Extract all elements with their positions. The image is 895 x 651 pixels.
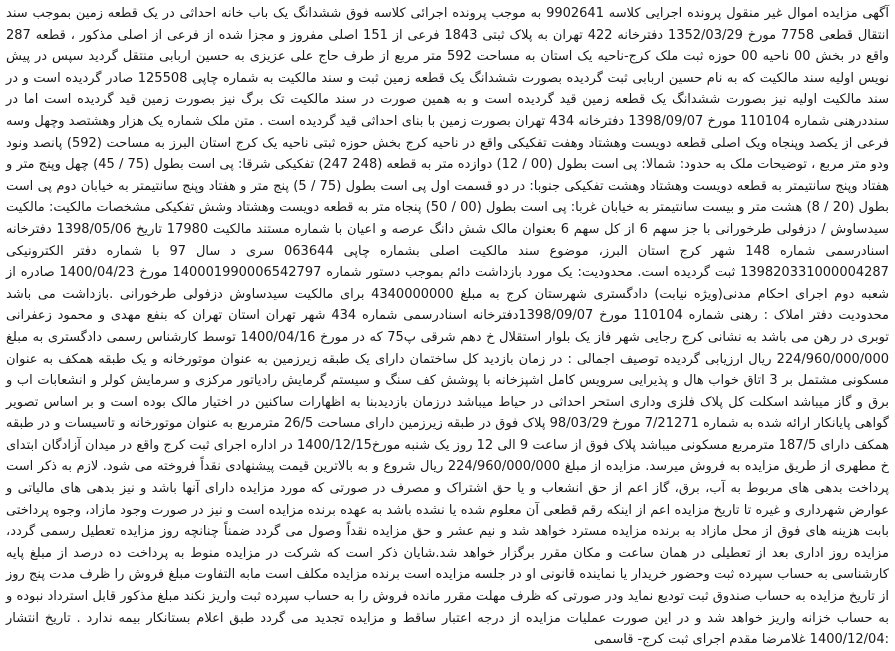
notice-title: آگهی مزایده اموال غیر منقول پرونده اجرایی کلاسه 9902641 (546, 6, 889, 21)
signature: غلامرضا مقدم اجرای ثبت کرج- قاسمی (593, 632, 806, 648)
notice-paragraph (6, 3, 889, 651)
publish-date: تاریخ انتشار :1400/12/04 (6, 610, 889, 648)
notice-body: به موجب پرونده اجرائی کلاسه فوق ششدانگ یک باب خانه احداثی در یک قطعه زمین بموجب سند انتقال قطعی 7758 مورخ 1352/03/29 دفترخانه 422 تهران به پلاک ثبتی 1843 فرعی از 151 اصلی مفروز و مجزا شده از فرعی از اصلی مذکور ، قطعه 287 واقع در بخش 00 ناحیه 00 حوزه ثبت ملک کرج-ناحیه یک استان به مساحت 592 متر مربع از طرف حاج علی عزیزی به حسین اربابی منتقل گردید سپس در پیش نویس اولیه سند مالکیت که به نام حسین اربابی ثبت گردیده بصورت ششدانگ یک قطعه زمین ثبت و سند مالکیت به شماره چاپی 125508 صادر گردیده است و در سند مالکیت اولیه نیز بصورت ششدانگ یک قطعه زمین قید گردیده است و به همین صورت در سند مالکیت تک برگ نیز بصورت زمین قید گردیده است اما در سنددرهنی شماره 110104 مورخ 1398/09/07 دفترخانه 434 تهران بصورت زمین با بنای احداثی قید گردیده است . متن ملک شماره یک هزار وهشتصد وچهل وسه فرعی از یکصد وپنجاه ویک اصلی قطعه دویست وهشتاد وهفت تفکیکی واقع در ناحیه کرج بخش حوزه ثبتی ناحیه یک کرج استان البرز به مساحت (592) پانصد ونود ودو متر مربع ، توضیحات ملک به حدود: شمالا: پی است بطول (00 / 12) دوازده متر به قطعه (248 247) تفکیکی شرقا: پی است بطول (75 / 45) چهل وپنج متر و هفتاد وپنج سانتیمتر به قطعه دویست وهشتاد وهشت تفکیکی جنوبا: در دو قسمت اول پی است بطول (75 / 5) پنج متر و هفتاد وپنج سانتیمتر به خیابان دوم پی است بطول (20 / 8) هشت متر و بیست سانتیمتر به خیابان غربا: پی است بطول (00 / 50) پنجاه متر به قطعه دویست وهشتاد وشش تفکیکی مشخصات مالکیت: مالکیت سیدساوش / دزفولی طرخورانی با جز سهم 6 از کل سهم 6 بعنوان مالک شش دانگ عرصه و اعیان با شماره مستند مالکیت 17980 تاریخ 1398/05/06 دفترخانه اسنادرسمی شماره 148 شهر کرج استان البرز، موضوع سند مالکیت اصلی بشماره چاپی 063644 سری د سال 97 با شماره دفتر الکترونیکی 139820331000004287 ثبت گردیده است. محدودیت: یک مورد بازداشت دائم بموجب دستور شماره 140001990006542797 مورخ 1400/04/23 صادره از شعبه دوم اجرای احکام مدنی(ویژه نیابت) دادگستری شهرستان کرج به مبلغ 4340000000 برای مالکیت سیدساوش دزفولی طرخورانی .بازداشت می باشد محدودیت دفتر املاک : رهنی شماره 110104 مورخ 1398/09/07دفترخانه اسنادرسمی شماره 434 شهر تهران استان تهران که بنفع مهدی و محمود زعفرانی توبری در رهن می باشد به نشانی کرج رجایی شهر فاز یک بلوار استقلال خ دهم شرقی پ75 که در مورخ 1400/04/16 توسط کارشناس رسمی دادگستری به مبلغ 224/960/000/000 ریال ارزیابی گردیده توصیف اجمالی : در زمان بازدید کل ساختمان دارای یک طبقه زیرزمین به عنوان موتورخانه و یک طبقه همکف به عنوان مسکونی مشتمل بر 3 اتاق خواب هال و پذیرایی سرویس کامل اشپزخانه با پوشش کف سنگ و سیستم گرمایش رادیاتور مرکزی و سرمایش کولر و انشعابات اب و برق و گاز میباشد اسکلت کل پلاک فلزی وداری استحر احداثی در حیاط میباشد درزمان بازدیدبنا به اظهارات ساکنین در اختیار مالک بوده است و بر اساس تصویر گواهی پایانکار ارائه شده به شماره 7/21271 مورخ 98/03/29 پلاک فوق در طبقه زیرزمین دارای مساحت 26/5 مترمربع به عنوان موتورخانه و تاسیسات و در طبقه همکف دارای 187/5 مترمربع مسکونی میباشد پلاک فوق از ساعت 9 الی 12 روز یک شنبه مورخ1400/12/15 در اداره اجرای ثبت کرج واقع در میدان آزادگان ابتدای خ مطهری از طریق مزایده به فروش میرسد. مزایده از مبلغ 224/960/000/000 ریال شروع و به بالاترین قیمت پیشنهادی نقداً فروخته می شود. لازم به ذکر است پرداخت بدهی های مربوط به آب، برق، گاز اعم از حق انشعاب و یا حق اشتراک و مصرف در صورتی که مورد مزایده دارای آنها باشد و نیز بدهی های مالیاتی و عوارض شهرداری و غیره تا تاریخ مزایده اعم از اینکه رقم قطعی آن معلوم شده یا نشده باشد به عهده برنده مزایده است و نیز در صورت وجود مازاد، وجوه پرداختی بابت هزینه های فوق از محل مازاد به برنده مزایده مسترد خواهد شد و نیم عشر و حق مزایده نقداً وصول می گردد ضمناً چنانچه روز مزایده تعطیل رسمی گردد، مزایده روز اداری بعد از تعطیلی در همان ساعت و مکان مقرر برگزار خواهد شد.شایان ذکر است که شرکت در مزایده منوط به پرداخت ده درصد از مبلغ پایه کارشناسی به حساب سپرده ثبت وحضور خریدار یا نماینده قانونی او در جلسه مزایده است برنده مزایده مکلف است مابه التفاوت مبلغ فروش را ظرف مدت پنج روز از تاریخ مزایده به حساب صندوق ثبت تودیع نماید ودر صورتی که ظرف مهلت مقرر مانده فروش را به حساب سپرده ثبت واریز نکند مبلغ مذکور قابل استرداد نبوده و به حساب خزانه واریز خواهد شد و در این صورت عملیات مزایده از درجه اعتبار ساقط و مزایده تجدید می گردد طبق اعلام بستانکار بیمه ندارد . (6, 6, 890, 626)
